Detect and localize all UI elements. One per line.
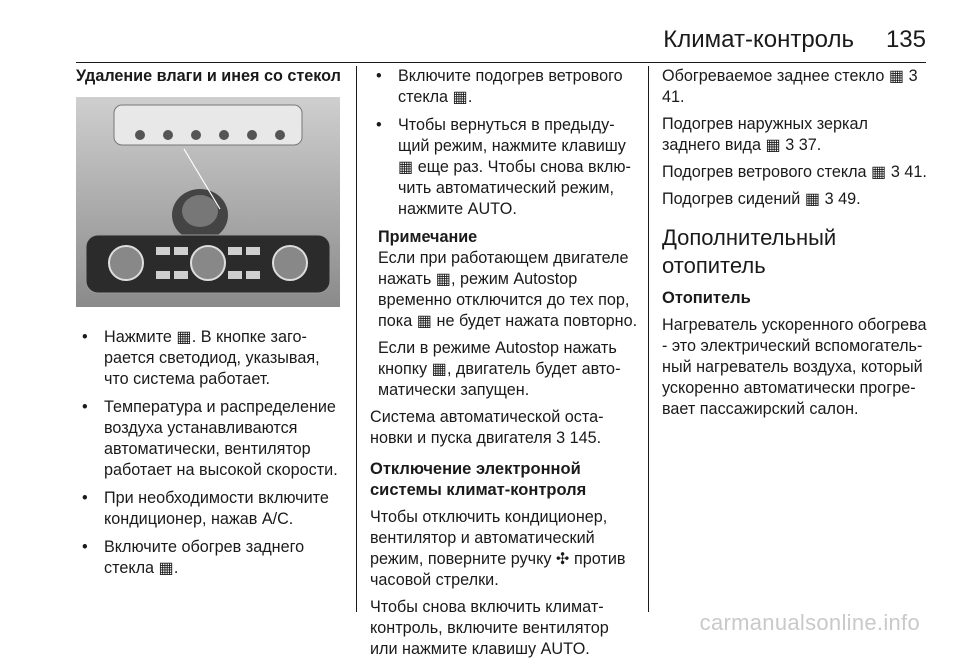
subsection-heading: Отопитель [662, 289, 751, 307]
note-title: Примечание [378, 228, 478, 246]
paragraph: Обогреваемое заднее стекло ▦ 3 41. [662, 67, 918, 106]
bullet-item: • Включите подогрев ветрового стекла ▦. [370, 66, 640, 108]
bullet-item: • Нажмите ▦. В кнопке загорается светодиод, указывая, что система работает. [76, 327, 344, 390]
column-1 [76, 66, 344, 586]
bullet-item: • Включите обогрев заднего стекла ▦. [76, 537, 344, 579]
bullet-item: • Температура и распределение воздуха устанавливаются автоматически, вентилятор работает на высокой скорости. [76, 397, 344, 481]
note-paragraph: Если при работающем двигателе нажать ▦, режим Autostop временно отключится до тех пор, пока ▦ не будет нажата повторно. [378, 249, 638, 330]
page-header [76, 24, 926, 58]
watermark: carmanualsonline.info [699, 610, 920, 635]
paragraph: Подогрев сидений ▦ 3 49. [662, 190, 861, 208]
note-paragraph: Если в режиме Autostop нажать кнопку ▦, двигатель будет автоматически запущен. [378, 339, 621, 399]
section-heading: Дополнительный отопитель [662, 225, 837, 278]
paragraph: Система автоматической остановки и пуска двигателя 3 145. [370, 408, 604, 447]
page-title: Климат-контроль [663, 26, 854, 53]
column-divider [648, 66, 649, 612]
column-2 [370, 66, 640, 666]
subsection-heading: Отключение электронной системы климат-контроля [370, 460, 587, 499]
bullet-item: • Чтобы вернуться в предыдущий режим, нажмите клавишу ▦ еще раз. Чтобы снова включить автоматический режим, нажмите AUTO. [370, 115, 640, 220]
climate-panel-photo [76, 97, 340, 307]
paragraph: Чтобы снова включить климат-контроль, включите вентилятор или нажмите клавишу AUTO. [370, 598, 609, 658]
paragraph: Подогрев наружных зеркал заднего вида ▦ 3 37. [662, 115, 868, 154]
paragraph: Нагреватель ускоренного обогрева - это электрический вспомогательный нагреватель воздуха, который ускоренно автоматически прогревает пассажирский салон. [662, 316, 927, 418]
bullet-item: • При необходимости включите кондиционер, нажав A/C. [76, 488, 344, 530]
section-heading: Удаление влаги и инея со стекол [76, 67, 341, 85]
column-3 [662, 66, 930, 426]
note-block [370, 227, 640, 401]
column-divider [356, 66, 357, 612]
page-number: 135 [885, 26, 926, 53]
header-rule [76, 62, 926, 63]
paragraph: Чтобы отключить кондиционер, вентилятор и автоматический режим, поверните ручку ✣ против часовой стрелки. [370, 508, 626, 589]
paragraph: Подогрев ветрового стекла ▦ 3 41. [662, 163, 927, 181]
